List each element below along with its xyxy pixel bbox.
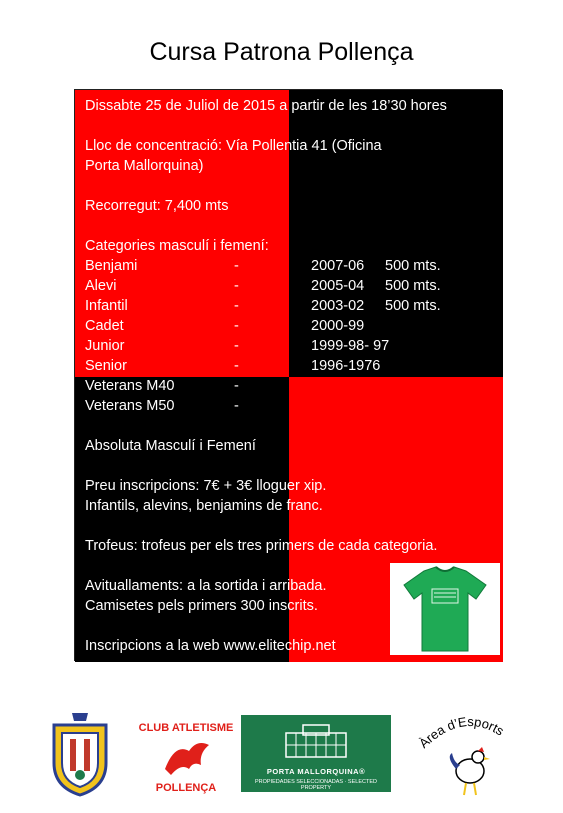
shirts-line: Camisetes pels primers 300 inscrits. [85,598,318,614]
category-name: Junior [85,338,125,354]
trophies-line: Trofeus: trofeus per els tres primers de cada categoria. [85,538,438,554]
sponsor-logos [0,703,563,803]
category-row [85,336,495,356]
porta-mallorquina-name: PORTA MALLORQUINA® [266,767,366,776]
category-row [85,376,495,396]
categories-heading: Categories masculí i femení: [85,238,269,254]
date-line: Dissabte 25 de Juliol de 2015 a partir de les 18’30 hores [85,98,447,114]
category-row [85,396,495,416]
category-row [85,276,495,296]
web-line: Inscripcions a la web www.elitechip.net [85,638,336,654]
refreshments-line: Avituallaments: a la sortida i arribada. [85,578,327,594]
category-name: Infantil [85,298,128,314]
free-line: Infantils, alevins, benjamins de franc. [85,498,323,514]
category-distance: 500 mts. [385,278,441,294]
club-top-text: CLUB ATLETISME [138,722,234,734]
porta-mallorquina-tagline: PROPIEDADES SELECCIONADAS · SELECTED PROPERTY [255,779,377,791]
category-dash: - [234,318,239,334]
pollenca-coat-of-arms-logo [42,707,118,799]
category-years: 1965 i anteriors [311,398,411,414]
category-years: 1999-98- 97 [311,338,390,354]
category-row [85,256,495,276]
category-dash: - [234,258,239,274]
porta-mallorquina-logo [241,715,391,792]
category-years: 2005-04 [311,278,365,294]
category-dash: - [234,298,239,314]
category-distance: 500 mts. [385,298,441,314]
category-name: Veterans M40 [85,378,175,394]
route-distance: Recorregut: 7,400 mts [85,198,229,214]
category-row [85,316,495,336]
category-dash: - [234,398,239,414]
category-years: 2000-99 [311,318,365,334]
category-years: 2003-02 [311,298,365,314]
poster-title: Cursa Patrona Pollença [149,38,414,66]
category-dash: - [234,358,239,374]
club-atletisme-logo [138,717,234,797]
category-name: Alevi [85,278,117,294]
price-line: Preu inscripcions: 7€ + 3€ lloguer xip. [85,478,327,494]
category-row [85,296,495,316]
absolute-category: Absoluta Masculí i Femení [85,438,256,454]
area-esports-text: Àrea d’Esports [415,713,507,752]
category-name: Veterans M50 [85,398,175,414]
category-name: Senior [85,358,127,374]
club-bottom-text: POLLENÇA [155,782,217,794]
tshirt-image [390,563,500,655]
category-dash: - [234,338,239,354]
category-dash: - [234,378,239,394]
category-years: 1996-1976 [311,358,381,374]
meeting-point: Lloc de concentració: Vía Pollentia 41 (Oficina Porta Mallorquina) [85,138,382,174]
category-name: Cadet [85,318,124,334]
category-distance: 500 mts. [385,258,441,274]
area-esports-logo [412,709,528,803]
category-years: 1975-1966 [311,378,381,394]
panel-quadrant-black-bottom [75,377,289,662]
category-row [85,356,495,376]
category-dash: - [234,278,239,294]
category-name: Benjami [85,258,138,274]
svg-text:Àrea d’Esports [416,714,507,751]
category-years: 2007-06 [311,258,365,274]
